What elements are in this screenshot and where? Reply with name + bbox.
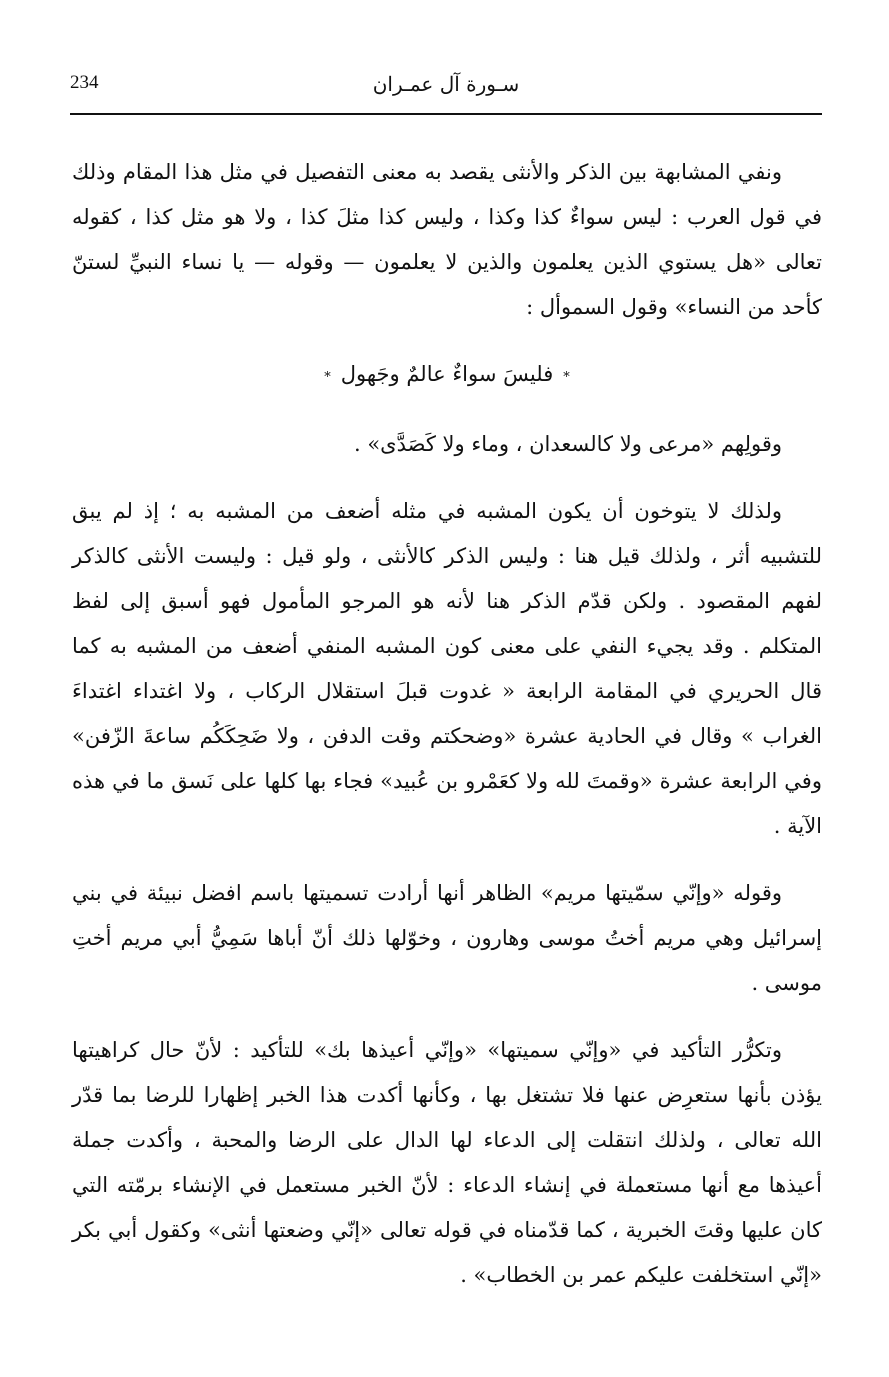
page-number: 234: [70, 72, 99, 93]
verse-star-left: *: [324, 370, 331, 385]
page-body: [72, 150, 822, 1298]
surah-title: سـورة آل عمـران: [372, 72, 520, 96]
paragraph-emphasis: وتكرُّر التأكيد في «وإنّي سميتها» «وإنّي أعيذها بك» للتأكيد : لأنّ حال كراهيتها يؤذن بأنها ستعرِض عنها فلا تشتغل بها ، وكأنها أكدت هذا الخبر إظهارا للرضا بما قدّر الله تعالى ، ولذلك انتقلت إلى الدعاء لها الدال على الرضا والمحبة ، وأكدت جملة أعيذها مع أنها مستعملة في إنشاء الدعاء : لأنّ الخبر مستعمل في الإنشاء برمّته التي كان عليها وقتَ الخبرية ، كما قدّمناه في قوله تعالى «إنّي وضعتها أنثى» وكقول أبي بكر «إنّي استخلفت عليكم عمر بن الخطاب» .: [72, 1038, 822, 1287]
poetry-verse: [72, 352, 822, 400]
verse-text: فليسَ سواءٌ عالمٌ وجَهول: [340, 362, 554, 386]
page-header: [70, 70, 822, 110]
verse-star-right: *: [563, 370, 570, 385]
paragraph-naming-maryam: وقوله «وإنّي سمّيتها مريم» الظاهر أنها أرادت تسميتها باسم افضل نبيئة في بني إسرائيل وهي مريم أختُ موسى وهارون ، وخوّلها ذلك أنّ أباها سَمِيُّ أبي مريم أختِ موسى .: [72, 881, 822, 995]
paragraph-proverb: وقولِهم «مرعى ولا كالسعدان ، وماء ولا كَصَدَّى» .: [353, 432, 782, 456]
paragraph-comparison-negation: ونفي المشابهة بين الذكر والأنثى يقصد به معنى التفصيل في مثل هذا المقام وذلك في قول العرب : ليس سواءٌ كذا وكذا ، وليس كذا مثلَ كذا ، ولا هو مثل كذا ، كقوله تعالى «هل يستوي الذين يعلمون والذين لا يعلمون — وقوله — يا نساء النبيِّ لستنّ كأحد من النساء» وقول السموأل :: [72, 160, 822, 319]
header-divider: [70, 113, 822, 115]
paragraph-simile-strength: ولذلك لا يتوخون أن يكون المشبه في مثله أضعف من المشبه به ؛ إذ لم يبق للتشبيه أثر ، ولذلك قيل هنا : وليس الذكر كالأنثى ، ولو قيل : وليست الأنثى كالذكر لفهم المقصود . ولكن قدّم الذكر هنا لأنه هو المرجو المأمول فهو أسبق إلى لفظ المتكلم . وقد يجيء النفي على معنى كون المشبه المنفي أضعف من المشبه به كما قال الحريري في المقامة الرابعة « غدوت قبلَ استقلال الركاب ، ولا اغتداء اغتداءَ الغراب » وقال في الحادية عشرة «وضحكتم وقت الدفن ، ولا ضَحِكَكُم ساعةَ الزّفن» وفي الرابعة عشرة «وقمتَ لله ولا كعَمْرو بن عُبيد» فجاء بها كلها على نَسق ما في هذه الآية .: [72, 499, 822, 838]
